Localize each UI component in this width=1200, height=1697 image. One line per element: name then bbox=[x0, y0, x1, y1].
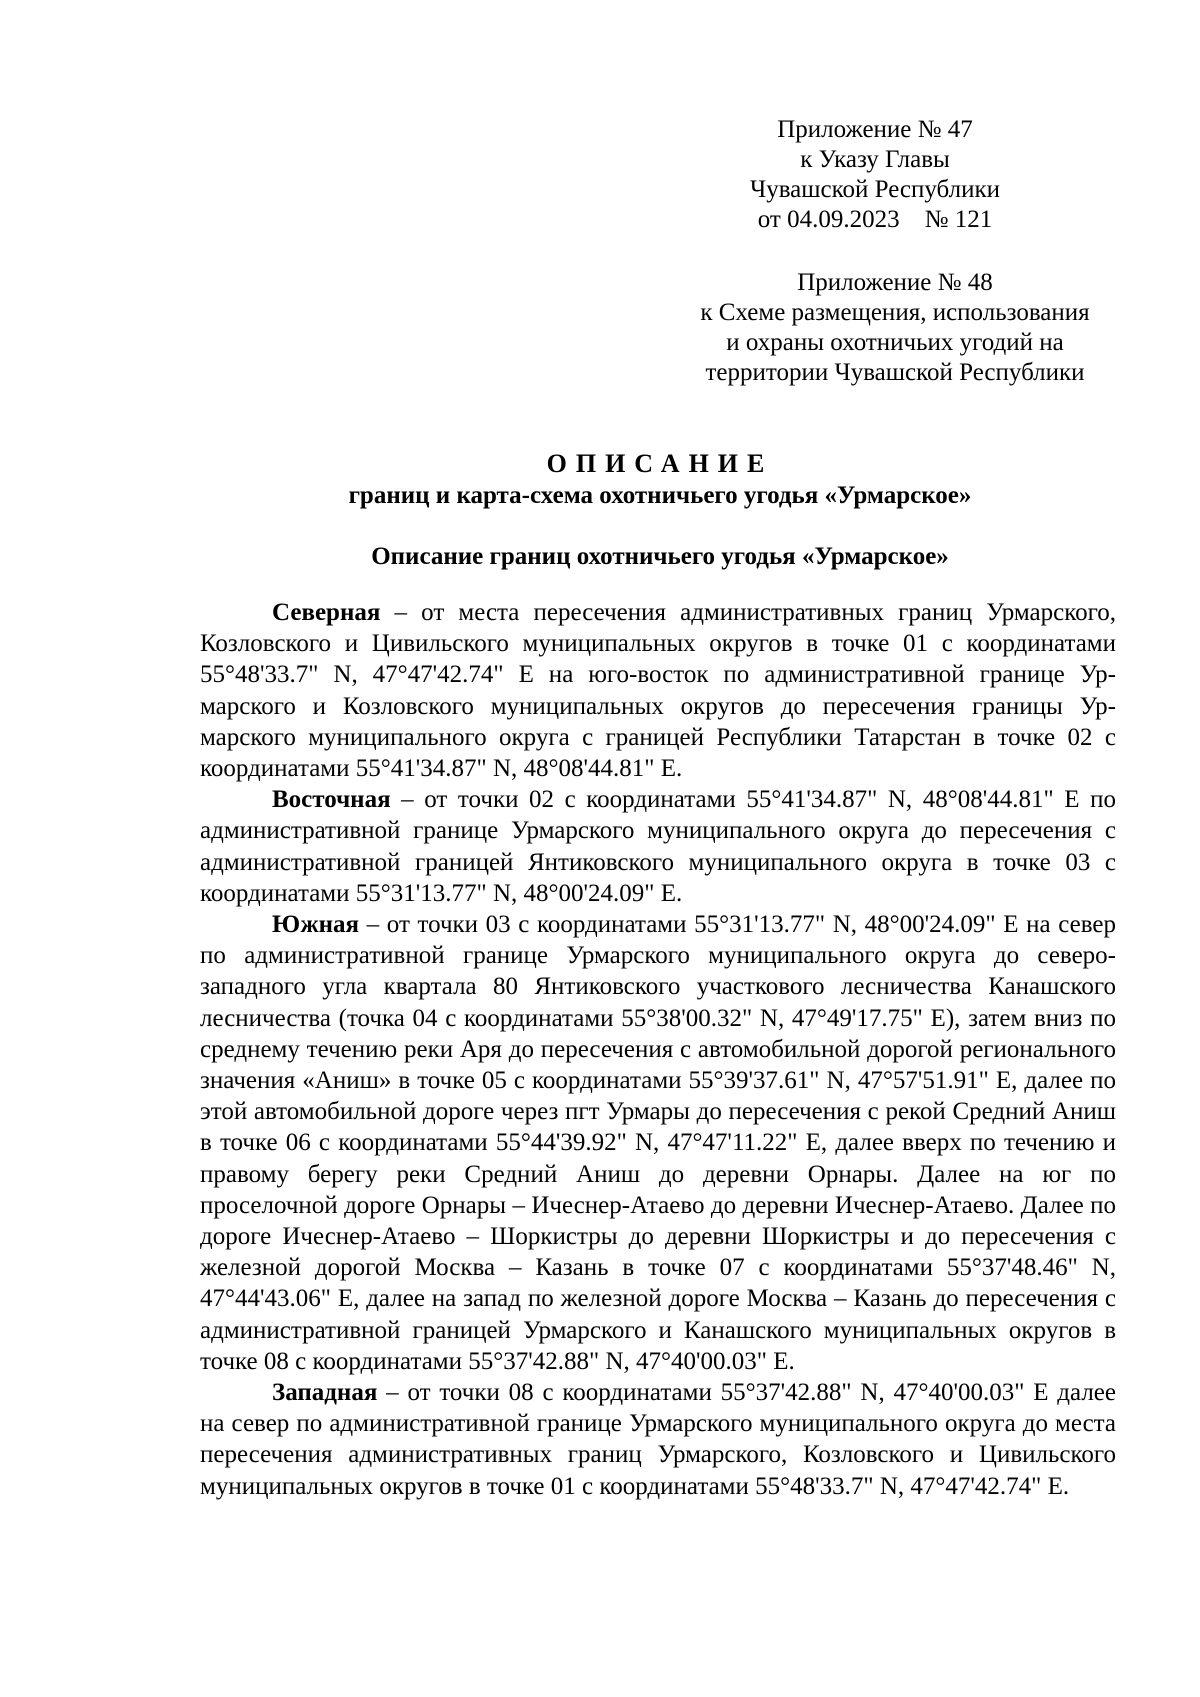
appendix-47-line-2: к Указу Главы bbox=[800, 146, 950, 173]
paragraph-north bbox=[200, 597, 1116, 784]
appendix-47-line-1: Приложение № 47 bbox=[777, 116, 973, 143]
paragraph-west bbox=[200, 1377, 1116, 1502]
document-title: ОПИСАНИЕ bbox=[546, 449, 774, 478]
paragraph-west-lead: Западная bbox=[272, 1379, 378, 1407]
appendix-47-block bbox=[740, 115, 1010, 235]
section-heading: Описание границ охотничьего угодья «Урмарское» bbox=[371, 543, 949, 570]
appendix-47-line-3: Чувашской Республики bbox=[749, 176, 1001, 203]
appendix-48-block bbox=[680, 268, 1110, 388]
appendix-48-line-1: Приложение № 48 bbox=[797, 269, 993, 296]
boundary-description bbox=[200, 597, 1116, 1502]
paragraph-north-lead: Северная bbox=[272, 599, 381, 626]
paragraph-west-text: – от точки 08 с координатами 55°37'42.88" N, 47°40'00.03" E далее на север по административной границе Урмарского муниципального округа до места пересечения административных границ Урмарского, Козловского и Цивильского муниципальных округов в точке 01 с координатами 55°48'33.7" N, 47°47'42.74" E. bbox=[200, 1379, 1116, 1500]
paragraph-south bbox=[200, 909, 1116, 1377]
document-subtitle: границ и карта-схема охотничьего угодья «Урмарское» bbox=[348, 482, 972, 509]
appendix-48-line-3: и охраны охотничьих угодий на bbox=[726, 329, 1064, 356]
paragraph-north-text: – от места пересечения административных границ Урмарского, Козловского и Цивильского муниципальных округов в точке 01 с координатами 55°48'33.7" N, 47°47'42.74" E на юго-восток по административной границе Урмарского и Козловского муниципальных округов до пересечения границы Урмарского муниципального округа с границей Республики Татарстан в точке 02 с координатами 55°41'34.87" N, 48°08'44.81" E. bbox=[200, 599, 1116, 783]
paragraph-south-text: – от точки 03 с координатами 55°31'13.77" N, 48°00'24.09" E на север по административной границе Урмарского муниципального округа до северо-западного угла квартала 80 Янтиковского участкового лесничества Канашского лесничества (точка 04 с координатами 55°38'00.32" N, 47°49'17.75" E), затем вниз по среднему течению реки Аря до пересечения с автомобильной дорогой регионального значения «Аниш» в точке 05 с координатами 55°39'37.61" N, 47°57'51.91" E, далее по этой автомобильной дороге через пгт Урмары до пересечения с рекой Средний Аниш в точке 06 с координатами 55°44'39.92" N, 47°47'11.22" E, далее вверх по течению и правому берегу реки Средний Аниш до деревни Орнары. Далее на юг по проселочной дороге Орнары – Ичеснер-Атаево до деревни Ичеснер-Атаево. Далее по дороге Ичеснер-Атаево – Шоркистры до деревни Шоркистры и до пересечения с железной дорогой Москва – Казань в точке 07 с координатами 55°37'48.46" N, 47°44'43.06" E, далее на запад по железной дороге Москва – Казань до пересечения с административной границей Урмарского и Канашского муниципальных округов в точке 08 с координатами 55°37'42.88" N, 47°40'00.03" E. bbox=[200, 911, 1116, 1375]
appendix-47-line-4: от 04.09.2023 № 121 bbox=[757, 206, 993, 233]
appendix-48-line-2: к Схеме размещения, использования bbox=[700, 299, 1090, 326]
paragraph-east-lead: Восточная bbox=[272, 786, 391, 814]
paragraph-east-text: – от точки 02 с координатами 55°41'34.87" N, 48°08'44.81" E по административной границе Урмарского муниципального округа до пересечения с административной границей Янтиковского муниципального округа в точке 03 с координатами 55°31'13.77" N, 48°00'24.09" E. bbox=[200, 786, 1116, 907]
appendix-48-line-4: территории Чувашской Республики bbox=[705, 359, 1085, 386]
paragraph-south-lead: Южная bbox=[272, 911, 360, 939]
paragraph-east bbox=[200, 784, 1116, 909]
